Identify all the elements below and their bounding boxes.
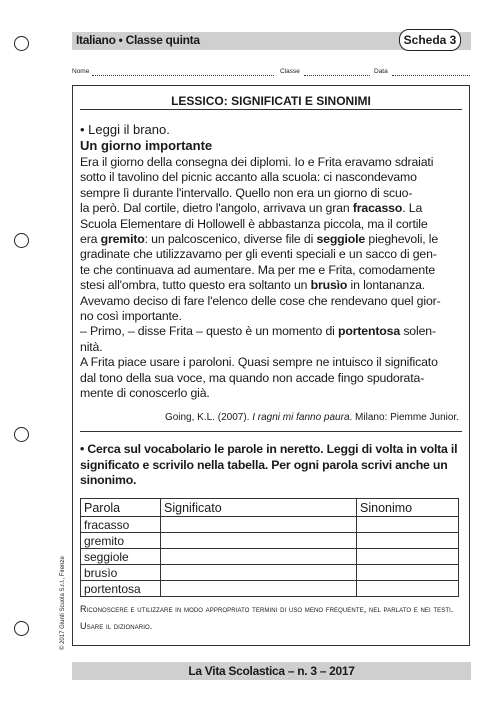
table-header-row <box>81 499 459 517</box>
story-line: nità. <box>80 339 103 354</box>
synonym-cell[interactable] <box>357 565 459 581</box>
story-line: sempre lì durante l'intervallo. Quello non era un giorno di scuo- <box>80 185 413 200</box>
instruction-read: • Leggi il brano. <box>80 122 170 137</box>
story-line: te che continuava ad aumentare. Ma per me e Frita, comodamente <box>80 262 436 277</box>
meaning-cell[interactable] <box>161 565 357 581</box>
data-label: Data <box>374 68 388 75</box>
instruction-vocabulary: • Cerca sul vocabolario le parole in neretto. Leggi di volta in volta il significato e scrivilo nella tabella. Per ogni parola scrivi anche un sinonimo. <box>80 442 458 487</box>
learning-objective: Riconoscere e utilizzare in modo appropriato termini di uso meno frequente, nel parlato e nei testi. Usare il dizionario. <box>80 604 454 631</box>
table-row <box>81 517 459 533</box>
word-cell: fracasso <box>81 517 161 533</box>
synonym-cell[interactable] <box>357 549 459 565</box>
story-title: Un giorno importante <box>80 138 213 153</box>
story-line: la però. Dal cortile, dietro l'angolo, arrivava un gran fracasso. La <box>80 201 423 216</box>
table-row <box>81 565 459 581</box>
citation-title: I ragni mi fanno paura <box>252 412 350 423</box>
name-row <box>72 68 471 78</box>
keyword: fracasso <box>352 201 403 216</box>
divider <box>80 431 462 432</box>
keyword: brusìo <box>310 278 348 293</box>
footer-bar <box>72 662 471 680</box>
nome-label: Nome <box>72 68 90 75</box>
data-field[interactable] <box>392 75 470 76</box>
story-line: sotto il tavolino del picnic accanto alla scuola: ci nascondevamo <box>80 170 417 185</box>
meaning-cell[interactable] <box>161 517 357 533</box>
worksheet-frame <box>72 85 470 646</box>
keyword: portentosa <box>338 324 401 339</box>
keyword: gremito <box>100 232 145 247</box>
citation <box>165 412 459 423</box>
story-line: A Frita piace usare i paroloni. Quasi sempre ne intuisco il significato <box>80 355 438 370</box>
keyword: seggiole <box>316 232 366 247</box>
story-line: mente di conoscerlo già. <box>80 386 210 401</box>
story-line: dal tono della sua voce, ma quando non accade fingo spudorata- <box>80 370 425 385</box>
story-text <box>80 155 465 402</box>
story-line: – Primo, – disse Frita – questo è un momento di portentosa solen- <box>80 324 436 339</box>
citation-author: Going, K.L. (2007). <box>164 412 253 423</box>
meaning-cell[interactable] <box>161 549 357 565</box>
vocabulary-table <box>80 498 459 597</box>
table-row <box>81 533 459 549</box>
meaning-cell[interactable] <box>161 533 357 549</box>
footer-text: La Vita Scolastica – n. 3 – 2017 <box>188 664 355 678</box>
header-sinonimo: Sinonimo <box>357 499 459 517</box>
classe-label: Classe <box>280 68 300 75</box>
story-line: era gremito: un palcoscenico, diverse file di seggiole pieghevoli, le <box>80 232 439 247</box>
header-title: Italiano • Classe quinta <box>76 33 200 47</box>
synonym-cell[interactable] <box>357 517 459 533</box>
section-title: LESSICO: SIGNIFICATI E SINONIMI <box>171 94 371 108</box>
meaning-cell[interactable] <box>161 581 357 597</box>
word-cell: brusìo <box>81 565 161 581</box>
story-line: Scuola Elementare di Hollowell è abbastanza piccola, ma il cortile <box>80 216 428 231</box>
story-line: gradinate che utilizzavamo per gli eventi speciali e un sacco di gen- <box>80 247 437 262</box>
story-line: no così importante. <box>80 309 182 324</box>
divider <box>80 109 462 110</box>
synonym-cell[interactable] <box>357 533 459 549</box>
classe-field[interactable] <box>304 75 370 76</box>
word-cell: seggiole <box>81 549 161 565</box>
binder-hole <box>14 233 29 248</box>
binder-hole <box>14 427 29 442</box>
table-row <box>81 581 459 597</box>
word-cell: gremito <box>81 533 161 549</box>
story-line: stesi all'ombra, tutto questo era soltanto un brusìo in lontananza. <box>80 278 426 293</box>
story-line: Avevamo deciso di fare l'elenco delle cose che rendevano quel gior- <box>80 293 441 308</box>
header-significato: Significato <box>161 499 357 517</box>
binder-hole <box>14 621 29 636</box>
binder-hole <box>14 36 29 51</box>
scheda-badge: Scheda 3 <box>399 29 461 51</box>
word-cell: portentosa <box>81 581 161 597</box>
copyright: © 2017 Giunti Scuola S.r.l., Firenze <box>60 556 66 650</box>
story-line: Era il giorno della consegna dei diplomi. Io e Frita eravamo sdraiati <box>80 155 434 169</box>
citation-publisher: . Milano: Piemme Junior. <box>349 412 459 423</box>
nome-field[interactable] <box>92 75 274 76</box>
synonym-cell[interactable] <box>357 581 459 597</box>
header-parola: Parola <box>81 499 161 517</box>
table-row <box>81 549 459 565</box>
header-bar <box>72 32 471 50</box>
